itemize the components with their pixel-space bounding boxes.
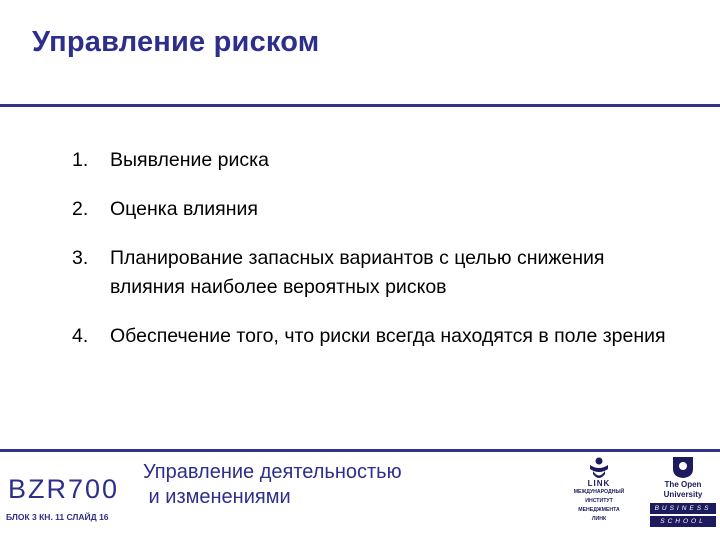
list-item-text: Обеспечение того, что риски всегда находятся в поле зрения xyxy=(110,325,666,347)
link-logo-line: МЕНЕДЖМЕНТА xyxy=(578,507,620,513)
link-logo-word: LINK xyxy=(587,479,611,488)
list-item xyxy=(72,195,672,224)
ou-name-line: The Open xyxy=(664,480,702,489)
module-title: Управление деятельностью и изменениями xyxy=(143,461,402,508)
title-divider xyxy=(0,104,720,107)
ou-name-line: University xyxy=(663,490,703,499)
list-item xyxy=(72,244,672,302)
link-logo-line: ИНСТИТУТ xyxy=(585,498,613,504)
footer-divider xyxy=(0,449,720,452)
risk-steps-list xyxy=(72,146,672,371)
list-item-text: Планирование запасных вариантов с целью снижения влияния наиболее вероятных рисков xyxy=(110,247,605,298)
ou-band-business: BUSINESS xyxy=(650,503,716,514)
open-university-shield-icon xyxy=(672,455,694,479)
list-item-number: 4. xyxy=(72,325,89,347)
list-item xyxy=(72,146,672,175)
slide-reference: БЛОК 3 КН. 11 СЛАЙД 16 xyxy=(6,512,109,522)
list-item-number: 1. xyxy=(72,149,89,171)
course-code: BZR700 xyxy=(8,474,120,504)
link-institute-logo xyxy=(566,456,632,536)
list-item-text: Оценка влияния xyxy=(110,198,258,220)
list-item xyxy=(72,322,672,351)
list-item-number: 3. xyxy=(72,247,89,269)
slide-title: Управление риском xyxy=(32,26,320,58)
list-item-number: 2. xyxy=(72,198,89,220)
list-item-text: Выявление риска xyxy=(110,149,269,171)
link-logo-line: МЕЖДУНАРОДНЫЙ xyxy=(573,489,625,495)
link-logo-line: ЛИНК xyxy=(591,516,607,522)
ou-band-school: SCHOOL xyxy=(650,516,716,527)
link-emblem-icon xyxy=(588,456,610,480)
open-university-logo xyxy=(650,455,716,525)
